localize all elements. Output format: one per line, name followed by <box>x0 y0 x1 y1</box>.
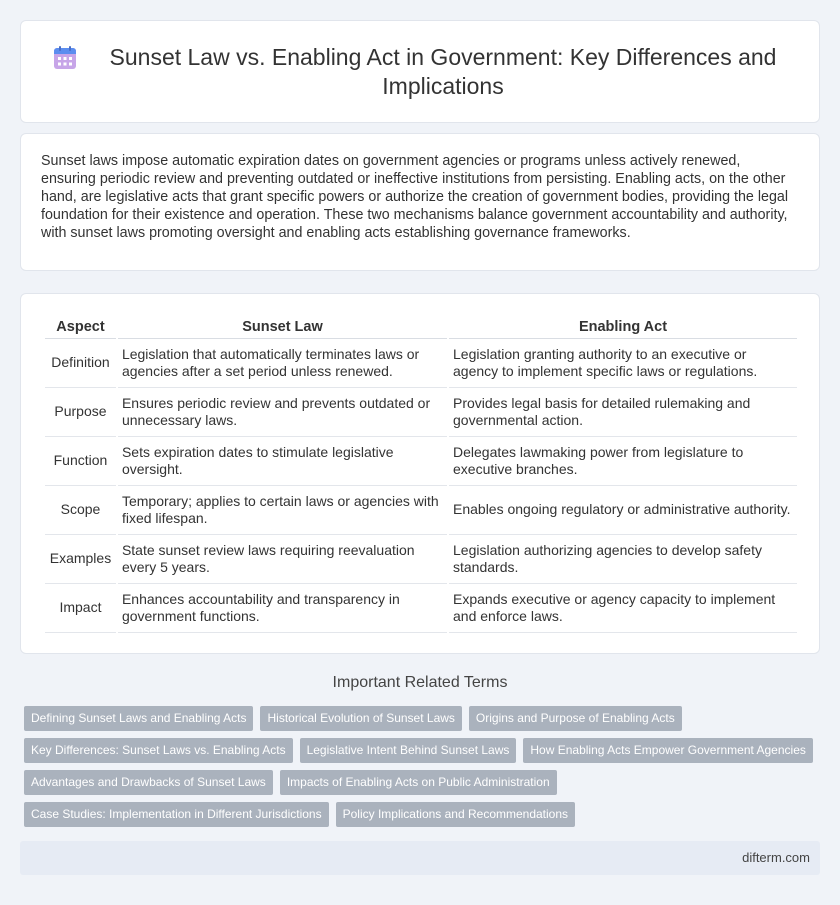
sunset-cell: State sunset review laws requiring reevaluation every 5 years. <box>118 535 447 584</box>
intro-card <box>20 133 820 271</box>
page-title: Sunset Law vs. Enabling Act in Government: Key Differences and Implications <box>109 43 777 99</box>
related-term-tag[interactable]: Advantages and Drawbacks of Sunset Laws <box>24 770 273 795</box>
calendar-icon <box>51 44 79 72</box>
enabling-cell: Legislation granting authority to an executive or agency to implement specific laws or regulations. <box>449 339 797 388</box>
tag-row <box>24 770 824 796</box>
footer-site-link[interactable]: difterm.com <box>742 850 810 865</box>
aspect-cell: Function <box>45 437 116 486</box>
related-terms-tags <box>24 706 824 834</box>
comparison-table <box>43 316 799 633</box>
intro-paragraph: Sunset laws impose automatic expiration dates on government agencies or programs unless actively renewed, ensuring periodic review and preventing outdated or ineffective institutions from persisting. Enabling acts, on the other hand, are legislative acts that grant specific powers or authorize the creation of government bodies, providing the legal foundation for their existence and operation. These two mechanisms balance government accountability and authority, with sunset laws promoting oversight and enabling acts establishing governance frameworks. <box>41 153 789 241</box>
enabling-cell: Delegates lawmaking power from legislature to executive branches. <box>449 437 797 486</box>
table-header-row <box>45 316 797 339</box>
related-term-tag[interactable]: Origins and Purpose of Enabling Acts <box>469 706 682 731</box>
footer <box>20 841 820 875</box>
table-row <box>45 486 797 535</box>
sunset-cell: Enhances accountability and transparency in government functions. <box>118 584 447 633</box>
enabling-cell: Legislation authorizing agencies to develop safety standards. <box>449 535 797 584</box>
enabling-cell: Enables ongoing regulatory or administrative authority. <box>449 486 797 535</box>
header-enabling-act: Enabling Act <box>449 316 797 339</box>
related-term-tag[interactable]: How Enabling Acts Empower Government Agencies <box>523 738 812 763</box>
tag-row <box>24 802 824 828</box>
tag-row <box>24 738 824 764</box>
enabling-cell: Expands executive or agency capacity to implement and enforce laws. <box>449 584 797 633</box>
related-term-tag[interactable]: Legislative Intent Behind Sunset Laws <box>300 738 517 763</box>
related-term-tag[interactable]: Impacts of Enabling Acts on Public Administration <box>280 770 557 795</box>
comparison-table-card <box>20 293 820 654</box>
aspect-cell: Impact <box>45 584 116 633</box>
related-term-tag[interactable]: Policy Implications and Recommendations <box>336 802 575 827</box>
aspect-cell: Scope <box>45 486 116 535</box>
header-sunset-law: Sunset Law <box>118 316 447 339</box>
tag-row <box>24 706 824 732</box>
sunset-cell: Ensures periodic review and prevents outdated or unnecessary laws. <box>118 388 447 437</box>
sunset-cell: Temporary; applies to certain laws or agencies with fixed lifespan. <box>118 486 447 535</box>
table-row <box>45 437 797 486</box>
table-row <box>45 535 797 584</box>
sunset-cell: Sets expiration dates to stimulate legislative oversight. <box>118 437 447 486</box>
aspect-cell: Definition <box>45 339 116 388</box>
title-card <box>20 20 820 123</box>
related-terms-title: Important Related Terms <box>332 674 508 691</box>
aspect-cell: Examples <box>45 535 116 584</box>
header-aspect: Aspect <box>45 316 116 339</box>
title-wrap <box>21 21 819 122</box>
related-term-tag[interactable]: Defining Sunset Laws and Enabling Acts <box>24 706 253 731</box>
table-row <box>45 339 797 388</box>
aspect-cell: Purpose <box>45 388 116 437</box>
related-term-tag[interactable]: Key Differences: Sunset Laws vs. Enabling Acts <box>24 738 293 763</box>
sunset-cell: Legislation that automatically terminates laws or agencies after a set period unless renewed. <box>118 339 447 388</box>
table-row <box>45 388 797 437</box>
table-row <box>45 584 797 633</box>
related-term-tag[interactable]: Historical Evolution of Sunset Laws <box>260 706 461 731</box>
related-term-tag[interactable]: Case Studies: Implementation in Different Jurisdictions <box>24 802 329 827</box>
enabling-cell: Provides legal basis for detailed rulemaking and governmental action. <box>449 388 797 437</box>
